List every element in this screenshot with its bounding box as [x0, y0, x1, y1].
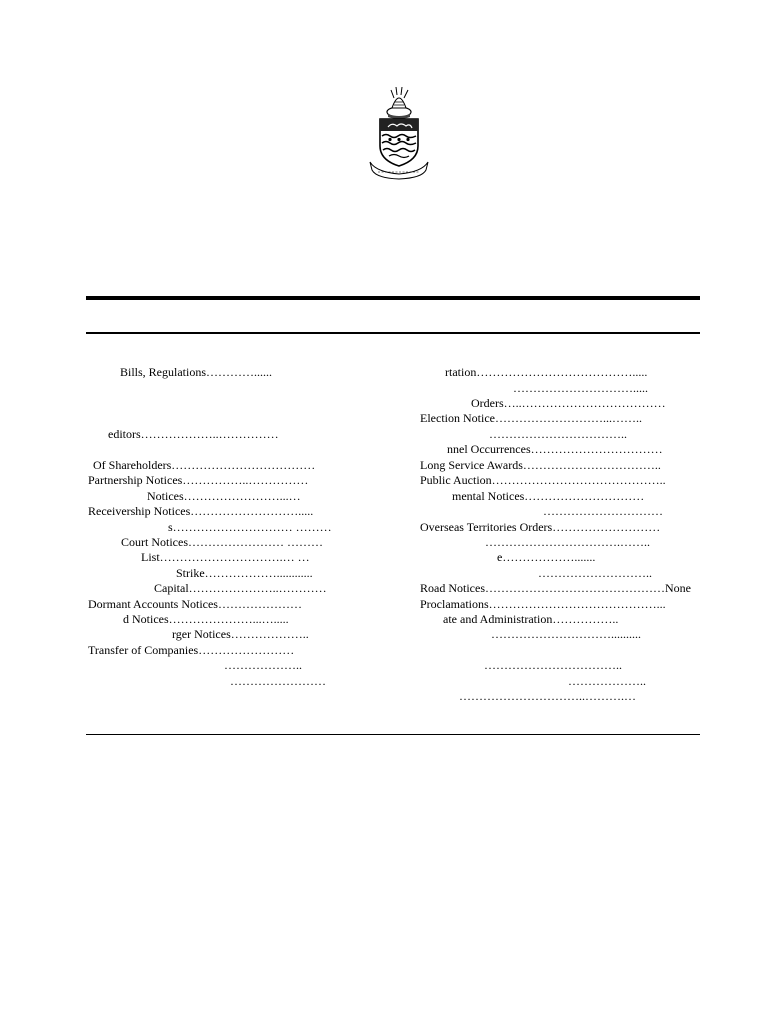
toc-right-item: rtation…………………………………..... [445, 365, 648, 379]
toc-left-item: s………………………… ……… [168, 520, 332, 534]
toc-left-item: Receivership Notices………………………..... [88, 504, 314, 518]
toc-right-item: Long Service Awards…………………………….. [420, 458, 661, 472]
toc-right-item: Election Notice………………………...…….. [420, 411, 642, 425]
toc-right-item: mental Notices………………………… [452, 489, 645, 503]
coat-of-arms-icon [366, 86, 432, 180]
toc-right-item: …………………………..……….… [459, 689, 636, 703]
toc-right-item: ……………………….. [538, 566, 652, 580]
toc-left-item: Court Notices…………………… ……… [121, 535, 323, 549]
toc-left-item: rger Notices……………….. [172, 627, 309, 641]
toc-left-item: Notices……………………...… [147, 489, 301, 503]
toc-right-item: ……………….. [568, 674, 646, 688]
toc-right-item: ate and Administration…………….. [443, 612, 619, 626]
toc-right-item: ………………………… [543, 504, 663, 518]
toc-left-item: Bills, Regulations…………...... [120, 365, 273, 379]
toc-right-item: …………………………….. [489, 427, 627, 441]
toc-right-item: Proclamations……………………………………... [420, 597, 666, 611]
toc-right-item: nnel Occurrences…………………………… [447, 442, 663, 456]
toc-left-item: Capital…………………..………… [154, 581, 327, 595]
toc-right-item: Orders…..……………………………… [471, 396, 666, 410]
toc-left-item: Partnership Notices……………..…………… [88, 473, 309, 487]
toc-left-item: d Notices…………………...…..... [123, 612, 289, 626]
toc-right-item: e………………....... [497, 550, 596, 564]
coat-of-arms-logo [366, 86, 432, 180]
toc-left-item: Dormant Accounts Notices………………… [88, 597, 302, 611]
toc-right-item: …………………………….…….. [485, 535, 650, 549]
toc-left-item: List………………………….… … [141, 550, 310, 564]
toc-right-item: ………………………….......... [491, 627, 641, 641]
toc-left-item: Transfer of Companies…………………… [88, 643, 295, 657]
footer-divider [86, 734, 700, 735]
toc-right-item: Public Auction…………………………………….. [420, 473, 666, 487]
toc-left-item: …………………… [230, 674, 326, 688]
toc-left-item: Of Shareholders……………………………… [93, 458, 316, 472]
toc-right-item: Road Notices………………………………………None [420, 581, 691, 595]
toc-left-item: ……………….. [224, 658, 302, 672]
header-divider [86, 332, 700, 334]
top-divider [86, 296, 700, 300]
toc-left-item: Strike………………............ [176, 566, 313, 580]
toc-right-item: …………………………..... [513, 381, 648, 395]
toc-right-item: Overseas Territories Orders……………………… [420, 520, 661, 534]
toc-left-item: editors………………..…………… [108, 427, 279, 441]
toc-right-item: …………………………….. [484, 658, 622, 672]
